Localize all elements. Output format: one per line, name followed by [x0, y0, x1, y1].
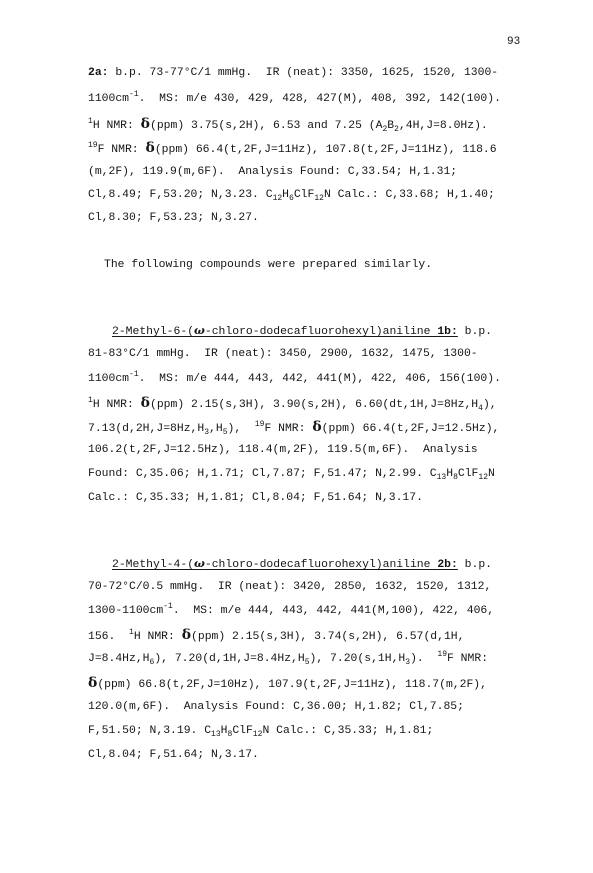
text-line: 70-72°C/0.5 mmHg. IR (neat): 3420, 2850, 1632, 1520, 1312, [88, 581, 492, 593]
compound-id: 2a: [88, 67, 109, 79]
delta-symbol: δ [88, 675, 98, 691]
delta-symbol: δ [145, 140, 155, 156]
text-line: 156. $^1$H NMR: δ(ppm) 2.15(s,3H), 3.74(s,2H), 6.57(d,1H, [88, 627, 465, 643]
text-line: $1300-1100cm^{-1}$. MS: m/e 444, 443, 442, 441(M,100), 422, 406, [88, 602, 495, 617]
text-line: Cl,8.04; F,51.64; N,3.17. [88, 749, 259, 761]
omega-symbol: ω [194, 556, 205, 570]
text-line: $^1$H NMR: δ(ppm) 3.75(s,2H), 6.53 and 7.25 $(A_2B_2,4H,J=8.0Hz)$. [88, 116, 488, 134]
text-line: 120.0(m,6F). Analysis Found: C,36.00; H,1.82; Cl,7.85; [88, 701, 464, 713]
delta-symbol: δ [140, 395, 151, 411]
text-line: $1100cm^{-1}$. MS: m/e 430, 429, 428, 427(M), 408, 392, 142(100). [88, 90, 501, 105]
text-line: $7.13(d,2H,J=8Hz,H_3,H_5)$, $^{19}$F NMR: δ(ppm) 66.4(t,2F,J=12.5Hz), [88, 419, 500, 437]
text-line: δ(ppm) 66.8(t,2F,J=10Hz), 107.9(t,2F,J=11Hz), 118.7(m,2F), [88, 675, 487, 691]
delta-symbol: δ [140, 116, 151, 132]
delta-symbol: δ [181, 627, 192, 643]
text-line: $1100cm^{-1}$. MS: m/e 444, 443, 442, 441(M), 422, 406, 156(100). [88, 370, 501, 385]
transition-sentence: The following compounds were prepared similarly. [104, 259, 433, 271]
text-line: Cl,8.49; F,53.20; N,3.23. $C_{12}H_6ClF_{12}N$ Calc.: C,33.68; H,1.40; [88, 189, 495, 203]
text-line: (m,2F), 119.9(m,6F). Analysis Found: C,33.54; H,1.31; [88, 166, 458, 178]
delta-symbol: δ [312, 419, 322, 435]
text-line: Found: C,35.06; H,1.71; Cl,7.87; F,51.47; N,2.99. $C_{13}H_8ClF_{12}N$ [88, 468, 495, 482]
text-line: 81-83°C/1 mmHg. IR (neat): 3450, 2900, 1632, 1475, 1300- [88, 348, 478, 360]
text-line: Cl,8.30; F,53.23; N,3.27. [88, 212, 259, 224]
text-line: Calc.: C,35.33; H,1.81; Cl,8.04; F,51.64; N,3.17. [88, 492, 423, 504]
text-line: F,51.50; N,3.19. $C_{13}H_8ClF_{12}N$ Calc.: C,35.33; H,1.81; [88, 725, 434, 739]
compound-title: 2-Methyl-4-(ω-chloro-dodecafluorohexyl)aniline 2b: b.p. [112, 556, 493, 571]
page-number: 93 [507, 36, 521, 48]
text-line: $^{19}$F NMR: δ(ppm) 66.4(t,2F,J=11Hz), 107.8(t,2F,J=11Hz), 118.6 [88, 140, 497, 156]
text-line: $^1$H NMR: δ(ppm) 2.15(s,3H), 3.90(s,2H), $6.60(dt,1H,J=8Hz,H_4)$, [88, 395, 497, 413]
compound-id: 2b: [437, 559, 458, 571]
compound-id: 1b: [437, 326, 458, 338]
omega-symbol: ω [194, 323, 205, 337]
compound-title: 2-Methyl-6-(ω-chloro-dodecafluorohexyl)aniline 1b: b.p. [112, 323, 493, 338]
text-line: 2a: b.p. 73-77°C/1 mmHg. IR (neat): 3350, 1625, 1520, 1300- [88, 67, 499, 79]
text-line: 106.2(t,2F,J=12.5Hz), 118.4(m,2F), 119.5(m,6F). Analysis [88, 444, 478, 456]
text-line: $J=8.4Hz,H_6$), $7.20(d,1H,J=8.4Hz,H_5)$, $7.20(s,1H,H_3)$. $^{19}$F NMR: [88, 650, 489, 667]
